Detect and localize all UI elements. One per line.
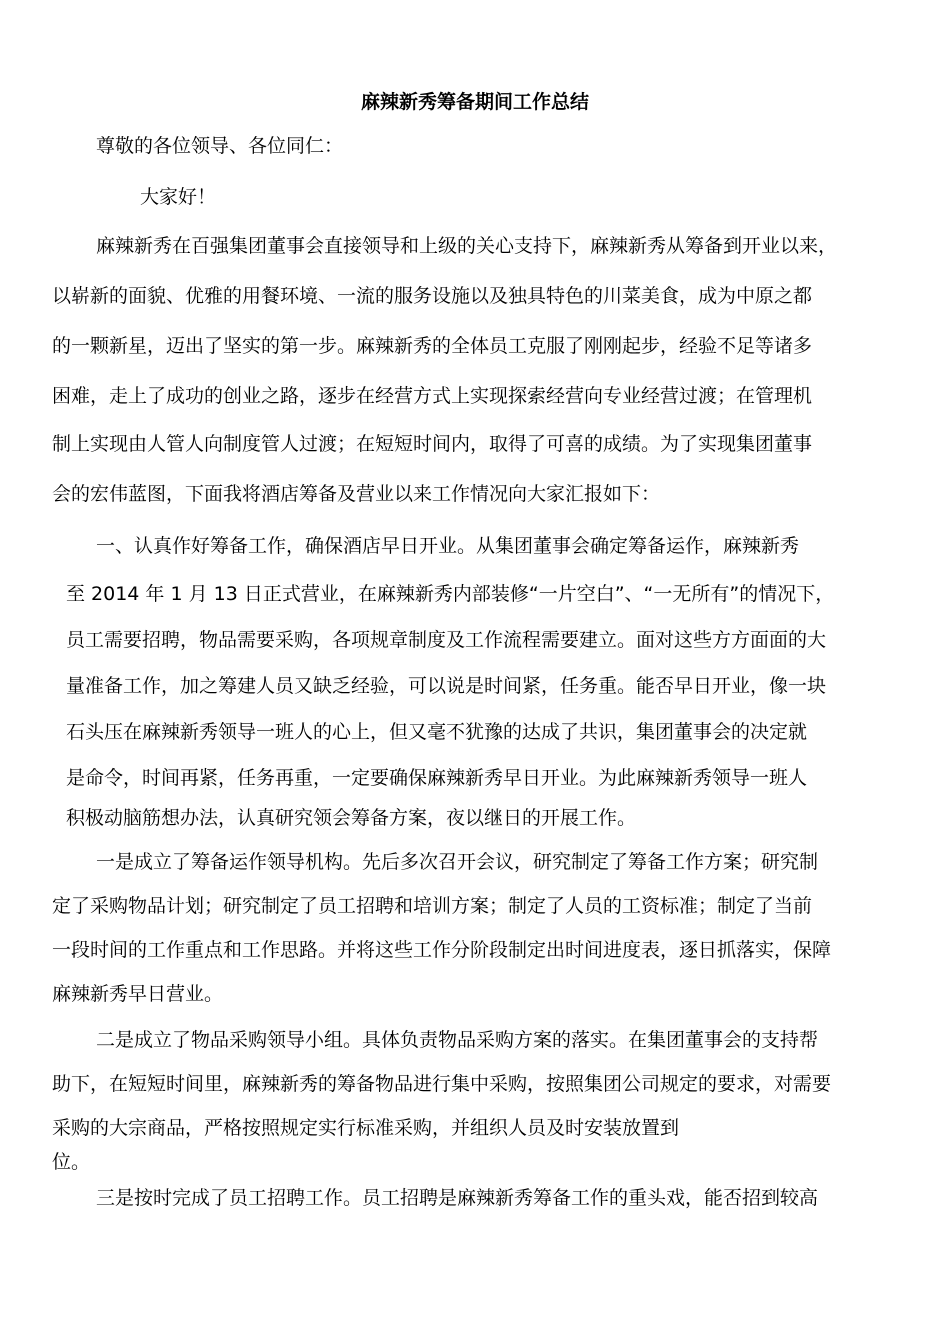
paragraph-line: 员工需要招聘，物品需要采购，各项规章制度及工作流程需要建立。面对这些方方面面的大 xyxy=(66,629,827,651)
paragraph-line: 一段时间的工作重点和工作思路。并将这些工作分阶段制定出时间进度表，逐日抓落实，保障 xyxy=(52,939,832,961)
paragraph-line: 困难，走上了成功的创业之路，逐步在经营方式上实现探索经营向专业经营过渡；在管理机 xyxy=(52,385,813,407)
paragraph-line: 助下，在短短时间里，麻辣新秀的筹备物品进行集中采购，按照集团公司规定的要求，对需要 xyxy=(52,1073,832,1095)
paragraph-line: 麻辣新秀在百强集团董事会直接领导和上级的关心支持下，麻辣新秀从筹备到开业以来， xyxy=(96,235,838,257)
paragraph-line: 积极动脑筋想办法，认真研究领会筹备方案，夜以继日的开展工作。 xyxy=(66,807,637,829)
paragraph-line: 二是成立了物品采购领导小组。具体负责物品采购方案的落实。在集团董事会的支持帮 xyxy=(96,1029,819,1051)
greeting: 大家好！ xyxy=(140,186,217,208)
paragraph-line: 以崭新的面貌、优雅的用餐环境、一流的服务设施以及独具特色的川菜美食，成为中原之都 xyxy=(52,285,813,307)
paragraph-line: 量准备工作，加之筹建人员又缺乏经验，可以说是时间紧，任务重。能否早日开业，像一块 xyxy=(66,675,827,697)
paragraph-line: 至 2014 年 1 月 13 日正式营业，在麻辣新秀内部装修“一片空白”、“一无所有”的情况下， xyxy=(66,583,835,605)
paragraph-line: 定了采购物品计划；研究制定了员工招聘和培训方案；制定了人员的工资标准；制定了当前 xyxy=(52,895,813,917)
paragraph-line: 采购的大宗商品，严格按照规定实行标准采购，并组织人员及时安装放置到 xyxy=(52,1117,680,1139)
paragraph-line: 一是成立了筹备运作领导机构。先后多次召开会议，研究制定了筹备工作方案；研究制 xyxy=(96,851,819,873)
paragraph-line: 一、认真作好筹备工作，确保酒店早日开业。从集团董事会确定筹备运作，麻辣新秀 xyxy=(96,535,800,557)
paragraph-line: 是命令，时间再紧，任务再重，一定要确保麻辣新秀早日开业。为此麻辣新秀领导一班人 xyxy=(66,767,808,789)
document-title: 麻辣新秀筹备期间工作总结 xyxy=(360,91,589,113)
paragraph-line: 的一颗新星，迈出了坚实的第一步。麻辣新秀的全体员工克服了刚刚起步，经验不足等诸多 xyxy=(52,335,813,357)
paragraph-line: 石头压在麻辣新秀领导一班人的心上，但又毫不犹豫的达成了共识，集团董事会的决定就 xyxy=(66,721,808,743)
paragraph-line: 制上实现由人管人向制度管人过渡；在短短时间内，取得了可喜的成绩。为了实现集团董事 xyxy=(52,433,813,455)
salutation: 尊敬的各位领导、各位同仁： xyxy=(96,135,344,157)
paragraph-line: 会的宏伟蓝图，下面我将酒店筹备及营业以来工作情况向大家汇报如下： xyxy=(52,483,661,505)
paragraph-line: 位。 xyxy=(52,1151,91,1173)
paragraph-line: 麻辣新秀早日营业。 xyxy=(52,983,224,1005)
paragraph-line: 三是按时完成了员工招聘工作。员工招聘是麻辣新秀筹备工作的重头戏，能否招到较高 xyxy=(96,1187,819,1209)
